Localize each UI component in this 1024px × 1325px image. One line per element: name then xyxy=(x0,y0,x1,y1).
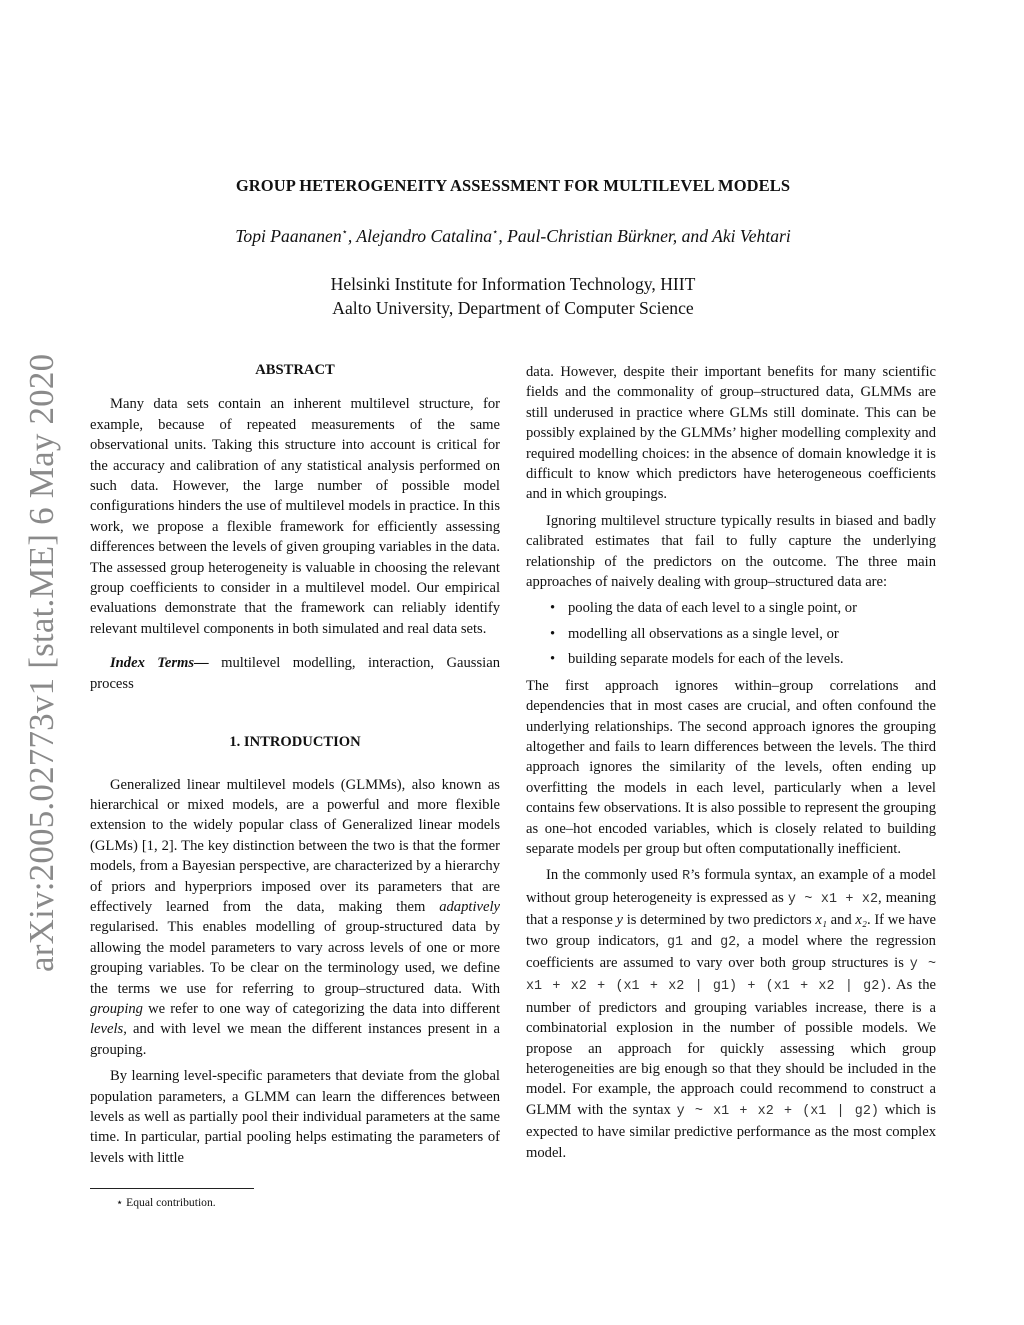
emphasis: grouping xyxy=(90,1000,143,1017)
abstract-heading: ABSTRACT xyxy=(255,362,335,378)
author-name: Alejandro Catalina xyxy=(356,226,493,246)
code-formula: y ~ x1 + x2 + (x1 + x2 | g1) + (x1 + x2 | g2) xyxy=(526,956,936,995)
text-run: , a model where the regression coefficients are assumed to vary over both group structures is xyxy=(526,932,936,971)
paper-title: GROUP HETEROGENEITY ASSESSMENT FOR MULTILEVEL MODELS xyxy=(235,176,791,195)
code-inline: R xyxy=(682,869,691,885)
math-variable: x₂ xyxy=(855,912,867,929)
code-formula: y ~ x1 + x2 + (x1 | g2) xyxy=(676,1103,879,1119)
code-formula: y ~ x1 + x2 xyxy=(787,891,879,907)
list-item: • pooling the data of each level to a single point, or xyxy=(550,598,936,618)
intro-paragraph: data. However, despite their important benefits for many scientific fields and the commonality of group–structured data, GLMMs are still underused in practice where GLMs still dominate. This can be possibly explained by the GLMMs’ higher modelling complexity and required modelling choices: in the absence of domain knowledge it is difficult to know which predictors have heterogeneous coefficients and in which groupings. xyxy=(526,364,936,503)
footnote-divider xyxy=(90,1188,254,1189)
abstract-text: Many data sets contain an inherent multilevel structure, for example, because of repeated measurements of the same observational units. Taking this structure into account is critical for the accuracy and calibration of any statistical analysis performed on such data. However, the large number of possible model configurations hinders the use of multilevel models in practice. In this work, we propose a flexible framework for efficiently assessing differences between the levels of given grouping variables in the data. The assessed group heterogeneity is valuable in choosing the relevant group coefficients to consider in a multilevel model. Our empirical evaluations demonstrate that the framework can reliably identify relevant multilevel components in both simulated and real data sets. xyxy=(90,396,500,637)
text-run: . As the number of predictors and grouping variables increase, there is a combinatorial explosion in the number of possible models. We propose an approach for quickly assessing which group heterogeneities are big enough so that they should be included in the model. For example, the approach could recommend to construct a GLMM with the syntax xyxy=(526,977,936,1118)
author-list: Topi Paananen⋆, Alejandro Catalina⋆, Paul-Christian Bürkner, and Aki Vehtari xyxy=(235,226,791,246)
index-terms xyxy=(90,653,500,694)
emphasis: levels xyxy=(90,1021,124,1038)
affiliation xyxy=(120,272,906,320)
right-column xyxy=(526,362,936,1163)
intro-paragraph xyxy=(90,775,500,1061)
math-variable: x₁ xyxy=(815,912,827,929)
code-inline: g1 xyxy=(667,934,684,950)
intro-paragraph: Ignoring multilevel structure typically results in biased and badly calibrated estimates that fail to fully capture the underlying relationship of the predictors on the outcome. The three main approaches of naively dealing with group–structured data are: xyxy=(526,512,936,591)
text-run: , and with level we mean the different instances present in a grouping. xyxy=(90,1021,500,1058)
footnote: ⋆ Equal contribution. xyxy=(116,1196,216,1209)
text-run: which is expected to have similar predictive performance as the most complex model. xyxy=(526,1101,936,1161)
text-run: is determined by two predictors xyxy=(623,912,816,929)
list-item: • modelling all observations as a single level, or xyxy=(550,624,936,644)
equal-contribution-mark: ⋆ xyxy=(492,227,499,239)
index-terms-label: Index Terms— xyxy=(110,655,209,672)
text-run: In the commonly used xyxy=(546,867,683,884)
left-column xyxy=(90,360,500,1168)
list-item: • building separate models for each of the levels. xyxy=(550,649,936,669)
index-terms-list: multilevel modelling, interaction, Gaussian process xyxy=(90,655,500,692)
arxiv-identifier[interactable]: arXiv:2005.02773v1 [stat.ME] 6 May 2020 xyxy=(22,353,61,972)
text-run: . If we have two group indicators, xyxy=(526,912,937,949)
math-variable: y xyxy=(616,912,623,929)
affiliation-line: Aalto University, Department of Computer Science xyxy=(332,298,694,318)
author-name: Topi Paananen xyxy=(235,226,342,246)
author-name: Paul-Christian Bürkner, and Aki Vehtari xyxy=(507,226,791,246)
approach-list xyxy=(526,598,936,669)
intro-paragraph: By learning level-specific parameters that deviate from the global population parameters, a GLMM can learn the differences between levels as well as partially pool their individual parameters at the same time. In particular, partial pooling helps estimating the parameters of levels with little xyxy=(90,1068,500,1166)
intro-paragraph: The first approach ignores within–group correlations and dependencies that in most cases are crucial, and often confound the underlying relationships. The second approach ignores the grouping altogether and fails to learn differences between the levels. The third approach ignores the similarity of the levels, often ending up overfitting the models in each level, particularly when a level contains few observations. It is also possible to represent the grouping as one–hot encoded variables, which is closely related to building separate models per group but often computationally inefficient. xyxy=(526,677,936,857)
intro-paragraph xyxy=(526,865,936,1163)
text-run: ’s formula syntax, an example of a model without group heterogeneity is expressed as xyxy=(526,867,936,906)
equal-contribution-mark: ⋆ xyxy=(341,227,348,239)
text-run: and xyxy=(826,912,856,929)
text-run: regularised. This enables modelling of group-structured data by allowing the model parameters to vary across levels of one or more grouping variables. To be clear on the terminology used, we define the terms we use for referring to group–structured data. With xyxy=(90,919,500,997)
intro-heading: 1. INTRODUCTION xyxy=(229,734,361,751)
text-run: and xyxy=(683,932,721,949)
affiliation-line: Helsinki Institute for Information Technology, HIIT xyxy=(330,274,696,294)
code-inline: g2 xyxy=(720,934,737,950)
text-run: Generalized linear multilevel models (GLMMs), also known as hierarchical or mixed models, are a powerful and more flexible extension to the widely popular class of Generalized linear models (GLMs) [1, 2]. The key distinction between the two is that the former models, from a Bayesian perspective, are characterized by a hierarchy of priors and hyperpriors imposed over its parameters that are effectively learned from the data, making them xyxy=(90,776,500,915)
text-run: we refer to one way of categorizing the data into different xyxy=(142,1000,500,1017)
emphasis: adaptively xyxy=(439,898,500,915)
text-run: , meaning that a response xyxy=(526,889,936,929)
